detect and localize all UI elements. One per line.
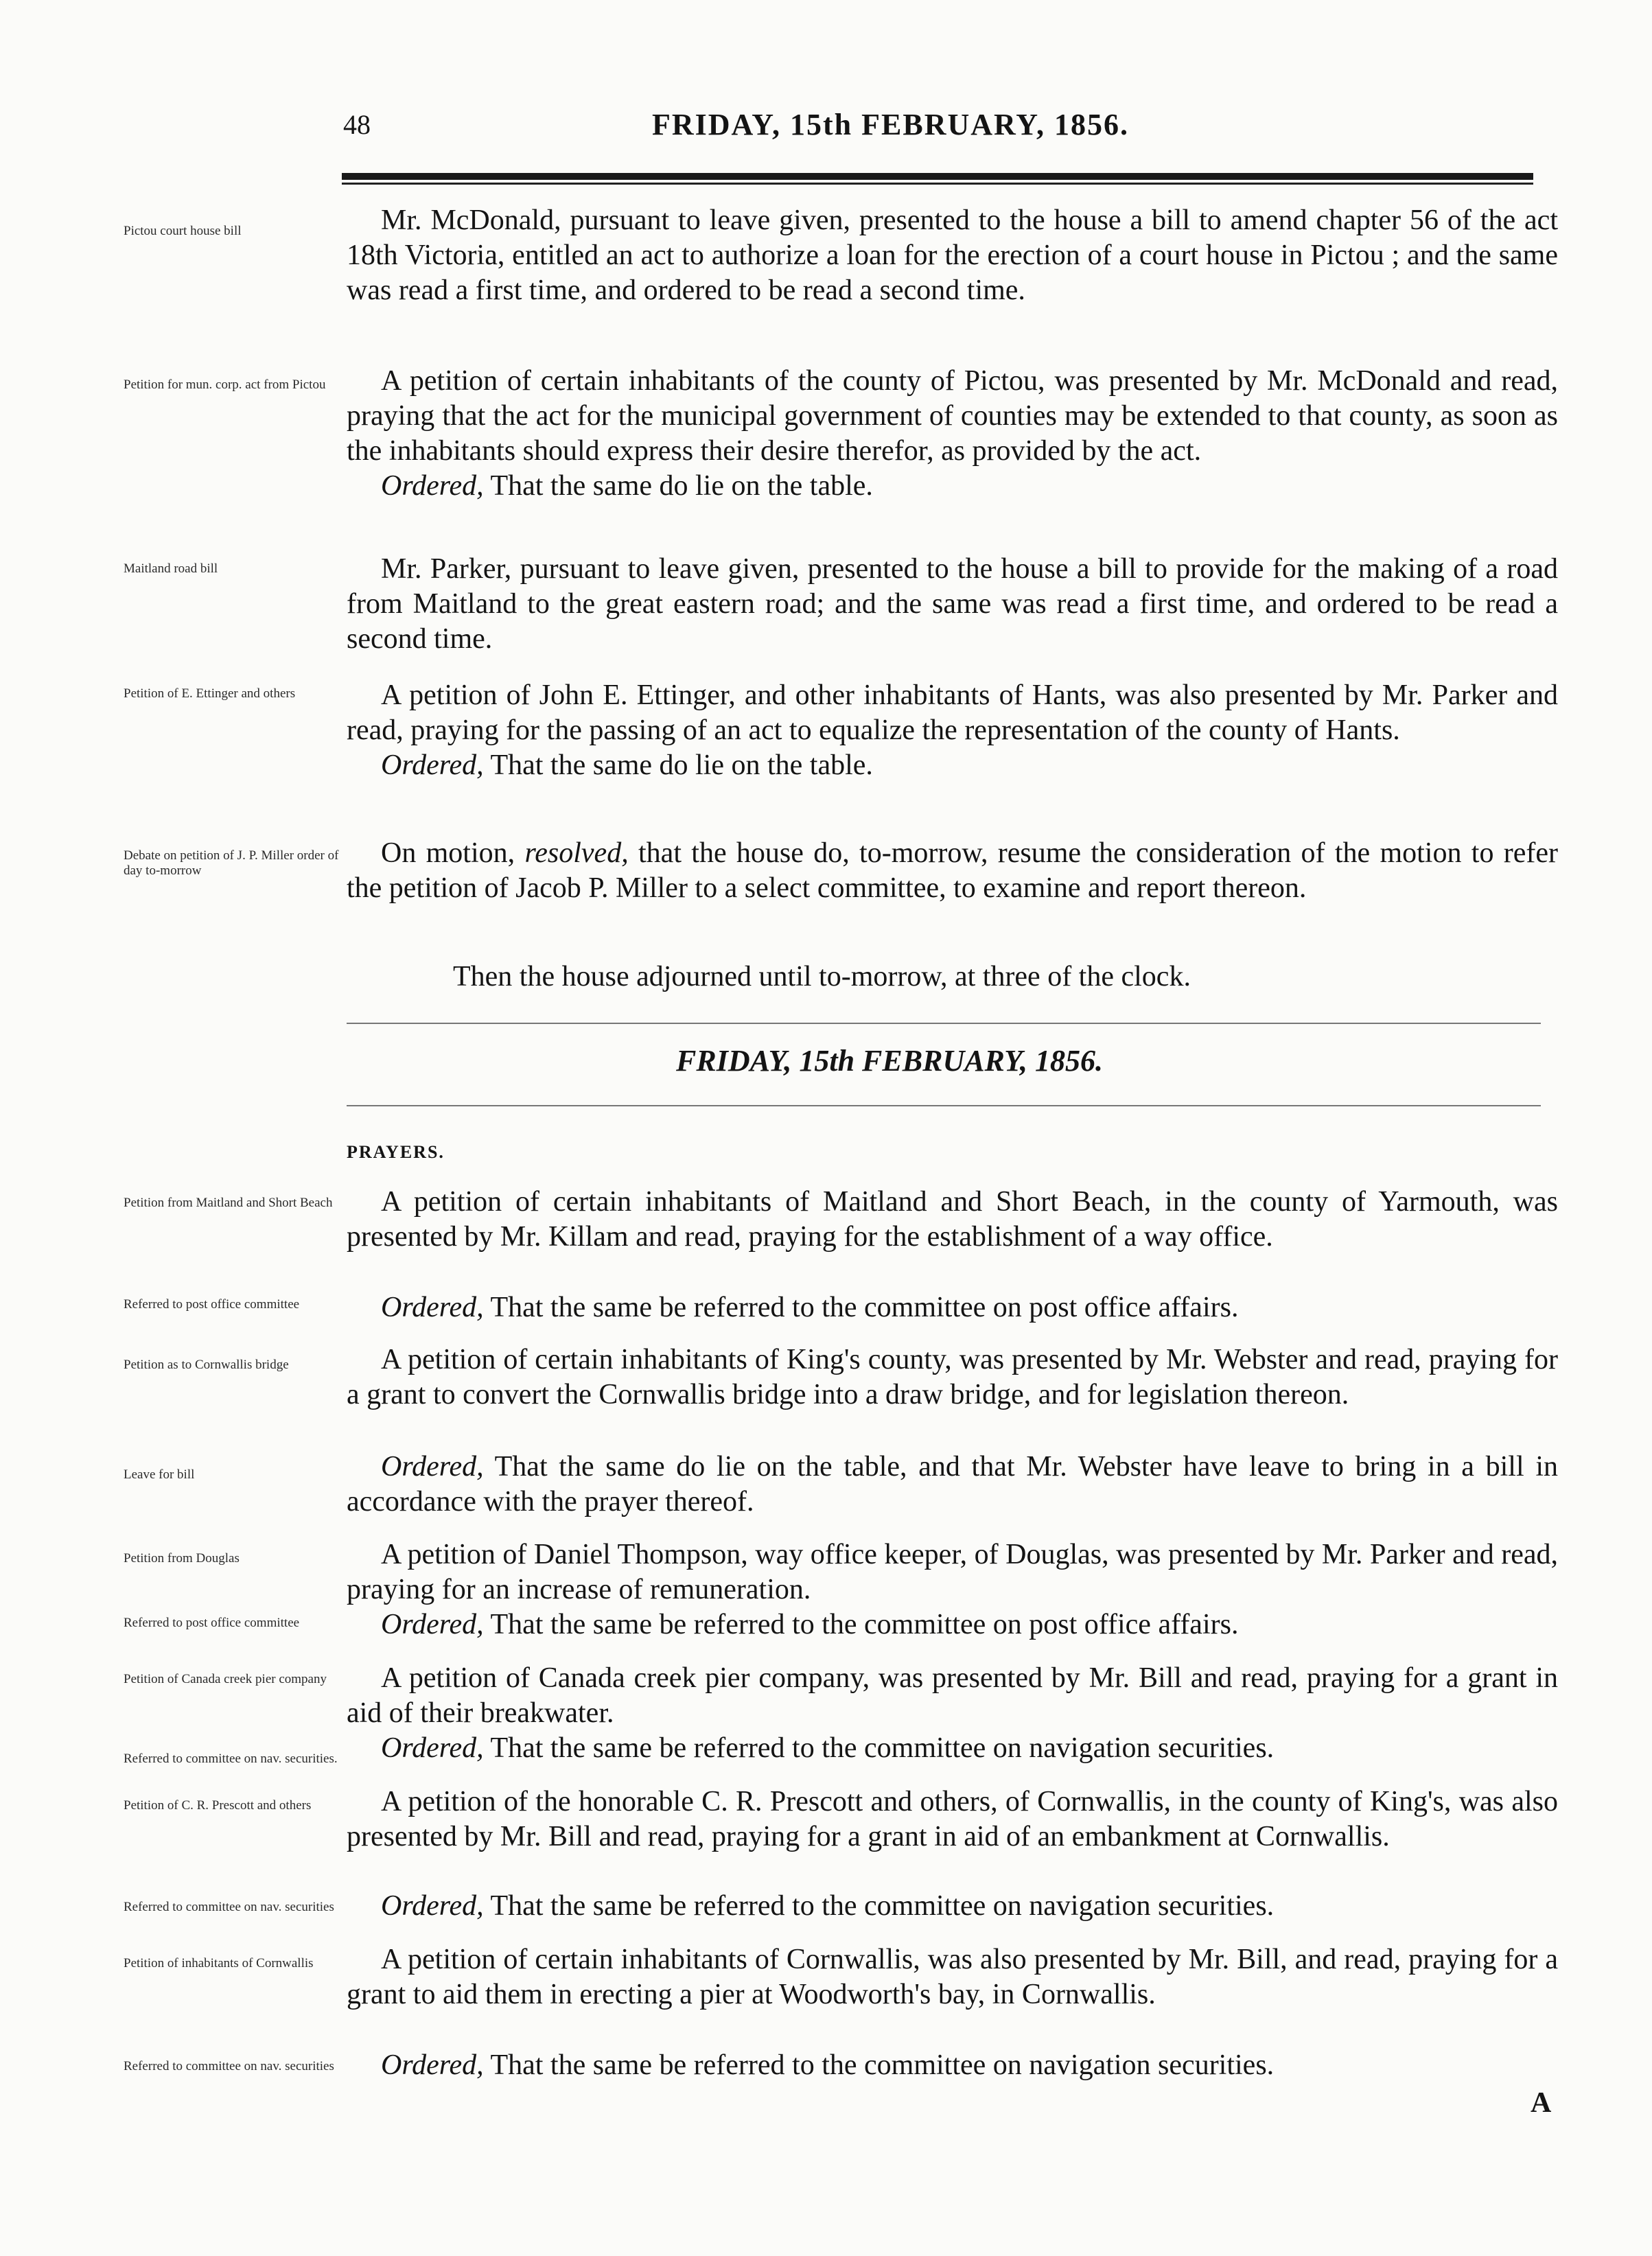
adjournment-line: Then the house adjourned until to-morrow, at three of the clock. <box>453 961 1191 992</box>
margin-note: Petition for mun. corp. act from Pictou <box>124 377 326 392</box>
margin-note: Referred to committee on nav. securities <box>124 1900 334 1914</box>
entry-text: A petition of Canada creek pier company, was presented by Mr. Bill and read, praying for a grant in aid of their breakwater. <box>347 1662 1558 1729</box>
entry-text: On motion, resolved, that the house do, to-morrow, resume the consideration of the motion to refer the petition of Jacob P. Miller to a select committee, to examine and report thereon. <box>347 837 1559 904</box>
ordered-word: Ordered, <box>381 1890 484 1922</box>
entry-text: A petition of the honorable C. R. Prescott and others, of Cornwallis, in the county of King's, was also presented by Mr. Bill and read, praying for a grant in aid of an embankment at Cornwallis. <box>347 1786 1558 1852</box>
entry-text: Mr. Parker, pursuant to leave given, presented to the house a bill to provide for the making of a road from Maitland to the great eastern road; and the same was read a first time, and ordered to be read a second time. <box>347 553 1558 655</box>
ordered-word: Ordered, <box>381 1732 484 1764</box>
margin-note: Debate on petition of J. P. Miller order of day to-morrow <box>124 848 339 878</box>
margin-note: Petition of Canada creek pier company <box>124 1672 327 1686</box>
margin-note: Petition of inhabitants of Cornwallis <box>124 1956 314 1970</box>
entry-text: A petition of certain inhabitants of the county of Pictou, was presented by Mr. McDonald and read, praying that the act for the municipal government of counties may be extended to that county, as soon as the inhabitants should express their desire therefor, as provided by the act. Ordered, That the same do lie on the table. <box>347 365 1558 502</box>
entry-text: Mr. McDonald, pursuant to leave given, presented to the house a bill to amend chapter 56 of the act 18th Victoria, entitled an act to authorize a loan for the erection of a court house in Pictou ; and the same was read a first time, and ordered to be read a second time. <box>347 205 1558 306</box>
entry-text: Ordered, That the same be referred to the committee on navigation securities. <box>381 1732 1275 1764</box>
entry-text: Ordered, That the same be referred to the committee on post office affairs. <box>381 1609 1239 1640</box>
margin-note: Referred to committee on nav. securities. <box>124 1752 338 1766</box>
prayers-heading: PRAYERS. <box>347 1142 445 1162</box>
page-header <box>343 103 1551 151</box>
margin-note: Pictou court house bill <box>124 224 242 238</box>
running-title: FRIDAY, 15th FEBRUARY, 1856. <box>652 108 1130 141</box>
entry-text: Ordered, That the same be referred to the committee on navigation securities. <box>381 1890 1275 1922</box>
margin-note: Leave for bill <box>124 1467 195 1482</box>
catchword: A <box>1531 2087 1552 2119</box>
entry-text: Ordered, That the same be referred to the committee on post office affairs. <box>381 1292 1239 1323</box>
separator-rule <box>347 1105 1541 1106</box>
entry-text: A petition of Daniel Thompson, way office keeper, of Douglas, was presented by Mr. Parker and read, praying for an increase of remuneration. <box>347 1539 1558 1605</box>
entry-text: A petition of certain inhabitants of King's county, was presented by Mr. Webster and read, praying for a grant to convert the Cornwallis bridge into a draw bridge, and for legislation thereon. <box>347 1344 1558 1410</box>
date-heading: FRIDAY, 15th FEBRUARY, 1856. <box>676 1044 1103 1078</box>
entry-text: A petition of certain inhabitants of Cornwallis, was also presented by Mr. Bill, and read, praying for a grant to aid them in erecting a pier at Woodworth's bay, in Cornwallis. <box>347 1944 1558 2010</box>
entry-text: Ordered, That the same be referred to the committee on navigation securities. <box>381 2049 1275 2081</box>
margin-note: Petition as to Cornwallis bridge <box>124 1358 289 1372</box>
resolved-word: resolved, <box>524 837 629 869</box>
margin-note: Maitland road bill <box>124 561 218 576</box>
margin-note: Referred to post office committee <box>124 1297 300 1312</box>
separator-rule <box>347 1023 1541 1024</box>
ordered-word: Ordered, <box>381 470 484 502</box>
margin-note: Referred to post office committee <box>124 1616 300 1630</box>
ordered-word: Ordered, <box>381 749 484 781</box>
margin-note: Petition of C. R. Prescott and others <box>124 1798 312 1813</box>
entry-text: Ordered, That the same do lie on the table, and that Mr. Webster have leave to bring in a bill in accordance with the prayer thereof. <box>347 1451 1559 1517</box>
margin-note: Petition of E. Ettinger and others <box>124 686 296 701</box>
ordered-word: Ordered, <box>381 2049 484 2081</box>
header-rule-thick <box>342 173 1533 180</box>
margin-note: Referred to committee on nav. securities <box>124 2059 334 2073</box>
header-rule-thin <box>342 183 1533 185</box>
margin-note: Petition from Maitland and Short Beach <box>124 1196 333 1210</box>
ordered-word: Ordered, <box>381 1609 484 1640</box>
entry-text: A petition of certain inhabitants of Maitland and Short Beach, in the county of Yarmouth, was presented by Mr. Killam and read, praying for the establishment of a way office. <box>347 1186 1558 1253</box>
entry-text: A petition of John E. Ettinger, and other inhabitants of Hants, was also presented by Mr. Parker and read, praying for the passing of an act to equalize the representation of the county of Hants. Ordered, That the same do lie on the table. <box>347 679 1558 781</box>
page-number: 48 <box>343 109 371 140</box>
margin-note: Petition from Douglas <box>124 1551 240 1566</box>
ordered-word: Ordered, <box>381 1292 484 1323</box>
ordered-word: Ordered, <box>381 1451 484 1482</box>
